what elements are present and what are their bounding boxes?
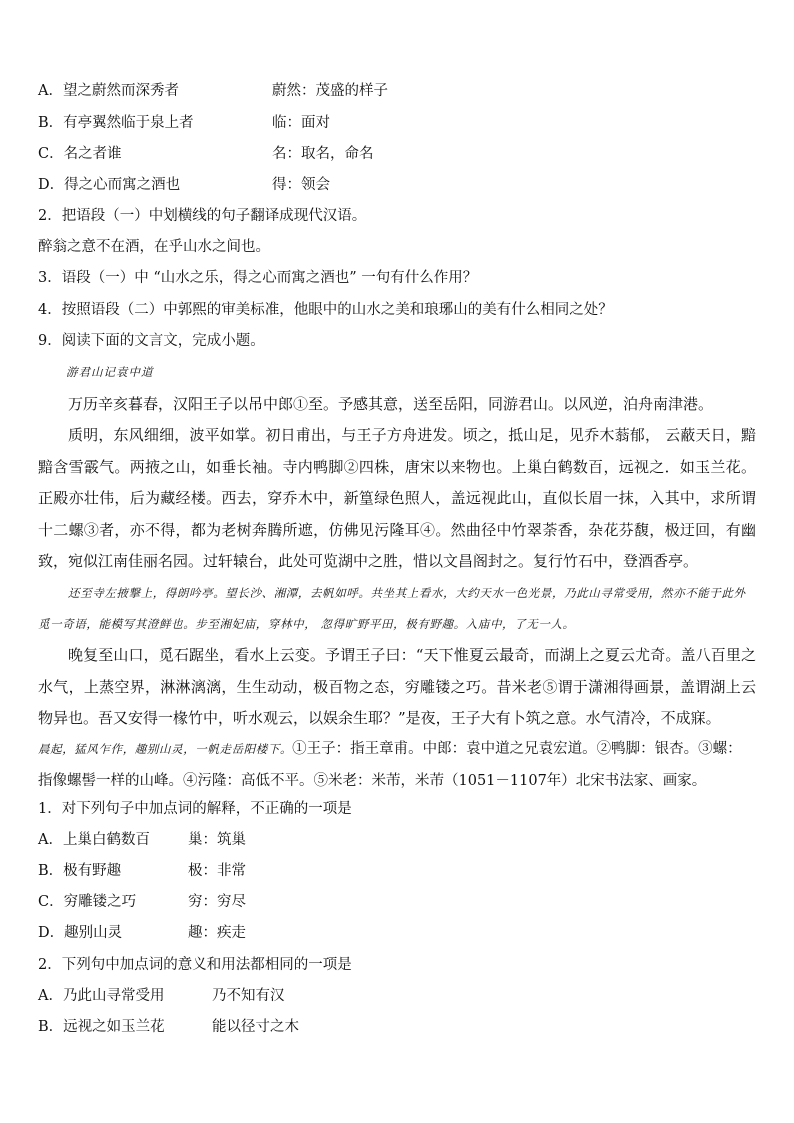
option-row [38,174,758,196]
option-row [38,829,758,851]
footnotes: ①王子：指王章甫。中郎：袁中道之兄袁宏道。②鸭脚：银杏。③螺：指像螺髻一样的山峰。④污隆：高低不平。⑤米老：米芾，米芾（1051－1107年）北宋书法家、画家。 [38,741,742,789]
passage-paragraph: 还至寺左掖撃上，得朗吟亭。望长沙、湘潭，去帆如呼。共坐其上看水，大约天水一色光景，乃此山寻常受用，然亦不能于此外觅一奇语，能模写其澄鲜也。步至湘妃庙，穿林中， 忽得旷野平田，极有野趣。入庙中，了无一人。 [38,586,746,631]
option-label: B．极有野趣 [38,863,122,879]
question-text: 4．按照语段（二）中郭熙的审美标准，他眼中的山水之美和琅琊山的美有什么相同之处？ [38,302,613,318]
option-label: A．乃此山寻常受用 [38,988,165,1004]
answer-text: 醉翁之意不在酒，在乎山水之间也。 [38,239,270,255]
option-label: C．名之者谁 [38,146,122,162]
option-gloss: 临：面对 [272,115,330,131]
option-label: C．穷雕镂之巧 [38,894,137,910]
option-row [38,112,758,134]
option-gloss: 穷：穷尽 [188,894,246,910]
option-row [38,922,758,944]
passage-paragraph: 质明，东风细细，波平如掌。初日甫出，与王子方舟进发。顷之，抵山足，见乔木蓊郁， 云蔽天日，黯黯含雪霰气。两掖之山，如垂长袖。寺内鸭脚②四株，唐宋以来物也。上巢白鹤数百，远视之．如玉兰花。正殿亦壮伟，后为藏经楼。西去，穿乔木中，新篁绿色照人，盖远视此山，直似长眉一抹，入其中，求所谓十二螺③者，亦不得，都为老树奔腾所遮，仿佛见污隆耳④。然曲径中竹翠荼香，杂花芬馥，极迂回，有幽致，宛似江南佳丽名园。过轩辕台，此处可览湖中之胜，惜以文昌阁封之。复行竹石中，登酒香亭。 [38,426,756,570]
question-text: 3．语段（一）中 “山水之乐，得之心而寓之酒也” 一句有什么作用？ [38,270,478,286]
option-gloss: 能以径寸之木 [212,1019,299,1035]
option-row [38,985,758,1007]
option-label: B．有亭翼然临于泉上者 [38,115,194,131]
option-label: A．上巢白鹤数百 [38,832,150,848]
question-stem: 1．对下列句子中加点词的解释，不正确的一项是 [38,801,352,817]
option-row [38,143,758,165]
question-text: 9．阅读下面的文言文，完成小题。 [38,333,265,349]
option-gloss: 趣：疾走 [188,925,246,941]
passage-paragraph: 晚复至山口，觅石踞坐，看水上云变。予谓王子曰：“天下惟夏云最奇，而湖上之夏云尤奇。盖八百里之水气，上蒸空界，淋淋漓漓，生生动动，极百物之态，穷雕镂之巧。昔米老⑤谓于潇湘得画景，盖谓湖上云物异也。吾又安得一椽竹中，听水观云，以娱余生耶？”是夜，王子大有卜筑之意。水气清冷，不成寐。 [38,646,756,727]
passage-closing: 晨起，猛风乍作，趣别山灵，一帆走岳阳楼下。 [38,742,293,756]
option-row [38,891,758,913]
option-gloss: 得：领会 [272,177,330,193]
option-label: A．望之蔚然而深秀者 [38,83,179,99]
option-gloss: 蔚然：茂盛的样子 [272,83,388,99]
option-gloss: 名：取名，命名 [272,146,374,162]
option-row [38,1016,758,1038]
option-label: D．趣别山灵 [38,925,123,941]
option-label: D．得之心而寓之酒也 [38,177,181,193]
passage-notes [38,734,756,797]
question-stem: 2．下列句中加点词的意义和用法都相同的一项是 [38,957,352,973]
option-row [38,80,758,102]
option-row [38,860,758,882]
option-gloss: 极：非常 [188,863,246,879]
option-gloss: 巢：筑巢 [188,832,246,848]
option-label: B．远视之如玉兰花 [38,1019,165,1035]
passage-paragraph: 万历辛亥暮春，汉阳王子以吊中郎①至。予感其意，送至岳阳，同游君山。以风逆，泊舟南津港。 [68,395,714,413]
question-text: 2．把语段（一）中划横线的句子翻译成现代汉语。 [38,208,367,224]
option-gloss: 乃不知有汉 [212,988,285,1004]
passage-title: 游君山记袁中道 [66,365,154,379]
